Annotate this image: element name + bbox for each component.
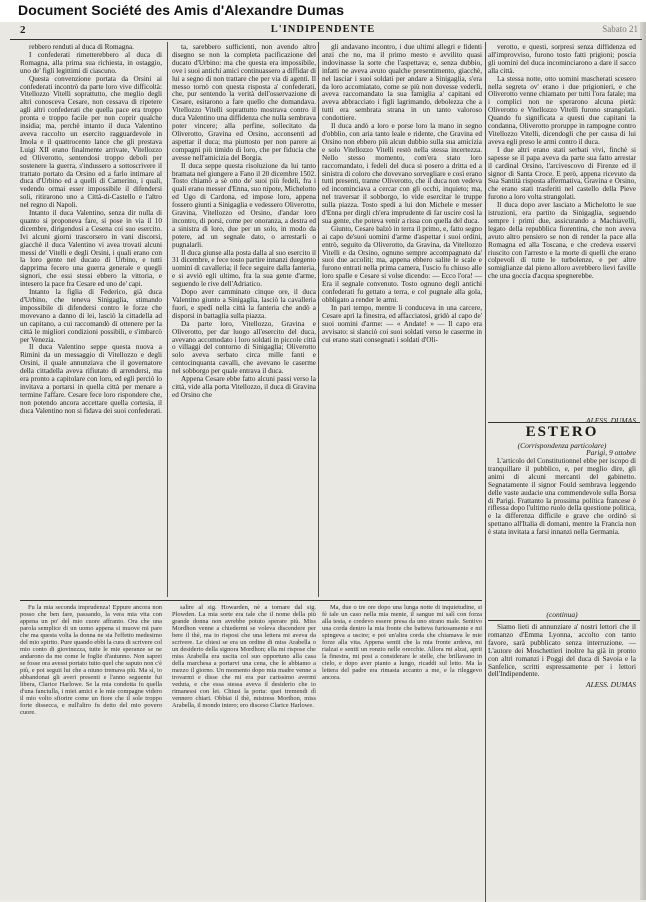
feuilleton-rule: [20, 600, 482, 601]
paragraph: Dopo aver camminato cinque ore, il duca Valentino giunto a Sinigaglia, lasciò la cavalleria fuori, e spedì nella città la fanteria che andò a disporsi in battaglia sulla piazza.: [172, 288, 316, 320]
paragraph: Ma, due o tre ore dopo una lunga notte di inquietudine, si fè tale un caso nella mia mente, il sangue mi salì con forza alla testa, e credevo essere presa da uno strano male. Sentivo una corda dentro la mia fronte che batteva furiosamente e mi spingeva a uscire; e poi un'altra corda che chiamava le mie forze alla vita. Appena sentii che la mia fronte ardeva, mi rialzai e sentii un ronzio nelle orecchie. Allora mi alzai, aprii la finestra, mi posi a considerare le stelle, che brillavano in cielo, e dopo aver pianto a lungo, ricaddi sul letto. Ma la lettera del padre era rimasta accanto a me, e la rileggevo ancora.: [322, 604, 482, 681]
author-signature: ALESS. DUMAS: [586, 416, 636, 425]
page-edge: [640, 22, 646, 900]
paragraph: verotto, e questi, sorpresi senza diffidenza ed all'improvviso, furono tosto fatti prigioni; poscia gli uomini del duca incominciarono a dare il sacco alla città.: [488, 44, 636, 75]
paragraph: Il duca Valentino seppe questa nuova a Rimini da un messaggio di Vitellozzo e degli Orsini, il quale annunziava che il governatore della cittadella aveva rifiutato di arrendersi, ma era pronto a capitolare con loro, ed egli perciò lo invitava a portarsi in quella città per menare a termine l'affare. Cesare fece loro rispondere che, non potendo ancora accettare quella cortesia, il duca Valentino non si fidava dei suoi confederati.: [20, 343, 162, 415]
paragraph: Giunto, Cesare balzò in terra il primo, e, fatto segno ai capo de'suoi uomini d'arme d'aspettar i suoi ordini, entrò, seguito da Oliverotto, da Gravina, da Vitellozzo Vitelli e da Orsino, ognuno sempre accompagnato da' suoi due accoliti; ma, appena ebbero salite le scale e furono entrati nella prima camera, l'uscio fu chiuso alle loro spalle e Cesare si volse dicendo: — Ecco l'ora! — Era il segnale convenuto. Tosto ognuno degli antichi confederati fu gettato a terra, e col pugnale alla gola, obbligato a render le armi.: [322, 224, 482, 304]
paragraph: Il duca seppe questa risoluzione da lui tanto bramata nel giungere a Fano il 20 dicembre 1502. Tosto chiamò a sè otto de' suoi più fedeli, fra i quali erano messer d'Enna, suo nipote, Michelotto ed Ugo di Cardona, ed impose loro, appena fossero giunti a Sinigaglia e vedessero Oliverotto, Gravina, Vitellozzo ed Orsino, d'andar loro incontro, di porsi, come per onoranza, a destra ed a sinistra di loro, due per un solo, in modo da potere, ad un segnale dato, o arrestarli o pugnalarli.: [172, 161, 316, 249]
article-column-2: [172, 44, 316, 597]
column-divider: [485, 42, 486, 902]
notice-block: [488, 624, 636, 864]
feuilleton-column-1: [20, 604, 162, 898]
paragraph: rebbero renduti al duca di Romagna.: [29, 44, 134, 51]
paragraph: In pari tempo, mentre li conduceva in una carcere, Cesare aprì la finestra, ed affacciatosi, gridò al capo de' suoi uomini d'arme: — « Andate! » — Il capo era avvisato: si slanciò coi suoi soldati verso le caserme in cui erano stati consegnati i soldati d'Oli-: [322, 303, 482, 344]
document-banner: [0, 0, 646, 23]
paragraph: ta, sarebbero sufficienti, non avendo altro disegno se non la completa pacificazione del ducato d'Urbino: ma che questa era impossibile, ove i suoi antichi amici continuassero a diffidar di lui a segno di non trattare che per via di agenti. Il messo tornò con questa risposta a' confederati, che, pur sentendo la verità dell'osservazione di Cesare, esitarono a fare quello che domandava. Vitellozzo Vitelli soprattutto mostrava contro il duca Valentino una diffidenza che nulla sembrava poter vincere; alla perfine, sollecitato da Oliverotto, Gravina ed Orsino, acconsentì ad aspettar il duca; ma piuttosto per non parere ai compagni più timido di loro, che per fiducia che avesse nell'amicizia del Borgia.: [172, 44, 316, 162]
paragraph: Da parte loro, Vitellozzo, Gravina e Oliverotto, per dar luogo all'esercito del duca, avevano accomodato i loro soldati in piccole città o villaggi del contorno di Sinigaglia; Oliverotto solo aveva serbato circa mille fanti e centocinquanta cavalli, che avevano le caserme nel sobborgo per quale entrava il duca.: [172, 319, 316, 376]
feuilleton-column-2: [172, 604, 316, 898]
article-column-3: [322, 44, 482, 597]
notice-signature: ALESS. DUMAS: [586, 680, 636, 690]
newspaper-title: L'INDIPENDENTE: [270, 24, 376, 35]
paragraph: Questa convenzione portata da Orsini ai confederati incontrò da parte loro vive difficoltà: Vitellozzo Vitelli soprattutto, che meglio degli altri conosceva Cesare, non cessava di ripetere agli altri confederati che quella pace era troppo pronta e troppo facile per non coprir qualche insidia; ma, perchè intanto il duca Valentino aveva raccolto un esercito ragguardevole in Imola e il quattrocento lance che gli prestava Luigi XII erano finalmente arrivate, Vitellozzo ed Oliverotto, sentendosi troppo deboli per sostenere la guerra, s'indussero a sottoscrivere il trattato portato da Orsino ed a farlo intimare al duca d'Urbino ed a quelli di Camerino, i quali, vedendo ormai esser impossibile il difendersi soli, ritirarono uno a Città-di-Castello e l'altro nel regno di Napoli.: [20, 74, 162, 210]
column-divider: [318, 42, 319, 597]
paragraph: La stessa notte, otto uomini mascherati scesero nella segreta ov' erano i due prigionieri, e che Oliverotto venne chiamato per tutti l'ora fatale; ma i complici non ne sperarono alcuna pietà: Oliverotto e Vitellozzo Vitelli furono strangolati. Quando fu significata a questi due capitani la condanna, Oliverotto proruppe in rampogne contro Vitellozzo Vitelli, dicendogli che per causa di lui aveva egli preso le armi contro il duca.: [488, 74, 636, 146]
paragraph: L'articolo del Constitutionnel ebbe per iscopo di tranquillare il pubblico, e, per meglio dire, gli animi di alcuni mercanti del gabinetto. Segnatamente il signor Fould sembrava leggendo delle vaste audacie una commendevole sulla Borsa di Parigi. Frattanto la prossima politica francese è riflessa dopo l'ultimo ruolo della questione politica, e la differenza difficile e grave che ordinò si spettano all'Italia di domani, mentre la Francia non è stata invitata a farsi innanzi nella Germania.: [488, 458, 636, 537]
paragraph: Fu la mia seconda imprudenza! Eppure ancora non posso che ben fare, passando, la vera mia vita con appena un po' del mio cuore affranto. Ora che una parola semplice di un uomo appena si muove mi pare che ma questa volta la donna ne sia l'effetto medesimo del mio spirito. Pure quando ebbi la cura di scrivere col mio conto di giovinezza, tutte le mie speranze se ne andarono da me come le foglie d'autunno. Non saprei se fosse ora avessi portato tutto quel che saputo non c'è più, e poi seguii lui che a niuno tremava più. Ma sì, io abbandonai gli averi presenti e l'anno seguente fui libera, Clarice Harlowe. Se la mia condotta fu quella d'una fanciulla, i miei amici e le mie compagne videro il mio volto sfiorire come un fiore che il sole troppo forte dissecca, e null'altro fu detto del mio povero cuore.: [20, 604, 162, 716]
banner-title: Document Société des Amis d'Alexandre Dumas: [18, 2, 345, 18]
column-divider: [167, 42, 168, 597]
paragraph: Siamo lieti di annunziare a' nostri lettori che il romanzo d'Emma Lyonna, accolto con tanto favore, sarà pubblicato senza interruzione. — L'autore dei Moschettieri inoltre ha già in pronto con altri romanzi i Poggi del duca di Savoia e la Sanfelice, scritti espressamente per i lettori dell'Indipendente.: [488, 624, 636, 679]
paragraph: salire al sig. Howarden, nè a tornare dal sig. Plowden. La mia sorte era tale che il nome della più grande donna non avrebbe potuto sperare più. Miss Mordhon venne a chiedermi se voleva discendere per bere il thè, ma io risposi che una lettera mi aveva da scrivere. Le chiesi se era un ordine di miss Arabella o un desiderio della signora Mordhon; ella mi rispose che miss Arabella era uscita col suo opportuno alla casa della marchesa a portarvi una cena, che le abbiamo a mezzo il giorno. Un momento dopo mia madre venne a trovarmi e disse che mi era pur carissimo avermi veduta, e che essa stessa aveva il desiderio che io rimanessi con lei. Chiusi la porta: quei tremendi dì vennero chiari. Obbiai il thè, mistress Morthon, miss Arabella, il mondo intero; ero disceso Clarice Harlowe.: [172, 604, 316, 709]
paragraph: Il duca giunse alla posta dalla al suo esercito il 31 dicembre, e fece tosto partire innanzi duegento uomini di cavalleria; il fece seguire dalla fanteria, e si avviò egli ultimo, fra la sua gente d'arme, seguendo le rive dell'Adriatico.: [172, 248, 316, 289]
paragraph: I confederati rimetterebbero al duca di Romagna, alla prima sua richiesta, in ostaggio, uno de' figli legittimi di ciascuno.: [20, 50, 162, 75]
section-rule: [488, 422, 640, 423]
estero-article: [488, 458, 636, 608]
article-column-4: [488, 44, 636, 414]
page-header: [0, 24, 646, 40]
issue-fragment: Sabato 21: [602, 24, 638, 34]
article-column-1: [20, 44, 162, 597]
paragraph: Intanto la figlia di Federico, già duca d'Urbino, che teneva Sinigaglia, stimando impossibile di difendersi contro le forze che movevano a danno di lei, lasciò la cittadella ad un capitano, a cui raccomandò di ottenere per la città le migliori condizioni possibili, e s'imbarcò per Venezia.: [20, 288, 162, 344]
section-subtitle: (Corrispondenza particolare): [517, 441, 607, 450]
paragraph: Intanto il duca Valentino, senza dir nulla di quanto si proponeva fare, si pose in via il 10 dicembre, dirigendosi a Cesena coi suo esercito. Ivi alcuni giorni trascorsero in vani discorsi, giacchè il duca Valentino vi avea trovati alcuni messi de' Vitelli e degli Orsini, i quali erano con la loro gente nel ducato di Urbino, e tutti dapprima fecero una guerra generale e quegli signori, che essi stessi ebbero la vittoria, e intesero la pace fra Cesare ed uno de' capi.: [20, 209, 162, 289]
header-rule: [10, 39, 642, 40]
paragraph: Il duca andò a loro e porse loro la mano in segno d'obblio, con aria tanto leale e ridente, che Gravina ed Orsino non ebbero più alcun dubbio sulla sua amicizia e solo Vitellozzo Vitelli restò nella stessa incertezza. Nello stesso momento, com'era stato loro raccomandato, i fedeli del duca si posero a dritta ed a sinistra di coloro che dovevano sorvegliare e così erano tutti presenti, tranne Oliverotto, che il duca non vedeva ed incominciava a cercar con gli occhi, inquieto; ma, nel traversar il sobborgo, lo vide esercitar le truppe sulla piazza. Tosto spedì a lui don Michele e messer d'Enna per dirgli ch'era imprudente di far uscire così la sua gente, che poteva venir a rissa con quella del duca.: [322, 122, 482, 225]
feuilleton-column-3: [322, 604, 482, 898]
paragraph: Appena Cesare ebbe fatto alcuni passi verso la città, vide alla porta Vitellozzo, il duca di Gravina ed Orsino che: [172, 375, 316, 399]
continua-label: (continua): [546, 610, 578, 619]
section-rule: [488, 620, 640, 621]
paragraph: gli andavano incontro, i due ultimi allegri e fidenti anzi che no, ma il primo mesto e avvilito quasi indovinasse la sorte che l'aspettava; e, senza dubbio, infatti ne aveva avuto qualche presentimento, giacchè, nel lasciar i suoi soldati per andare a Sinigaglia, s'era da loro accomiatato, come se più non dovesse vederli, aveva raccomandato la sua famiglia a' capitani ed aveva abbracciato i figli lagrimando, debolezza che a tutti era sembrata strana in un tanto valoroso condottiere.: [322, 44, 482, 123]
page-number: 2: [20, 24, 26, 36]
estero-heading: [488, 424, 636, 450]
dateline: Parigi, 9 ottobre: [586, 448, 636, 457]
paragraph: Il duca dopo aver lasciato a Michelotto le sue istruzioni, era partito da Sinigaglia, seguendo sempre i primi due, assicurando a Machiavelli, legato della repubblica fiorentina, che non aveva avuto altro pensiero se non di render la pace alla Romagna ed alla Toscana, e che credeva esservi riuscito con l'arresto e la morte di quelli che erano colpevoli di tutte le turbolenze, e per altre somiglianze dal pieno alloro avrebbero lievi faville che una goccia d'acqua spegnerebbe.: [488, 201, 636, 281]
section-title: ESTERO: [525, 424, 599, 440]
paragraph: I due altri erano stati serbati vivi, finchè si sapesse se il papa aveva da parte sua fatto arrestar il cardinal Orsino, l'arcivescovo di Firenze ed il signor di Santa Croce. E però, appena ricevuto da Sua Santità risposta affermativa, Gravina e Orsino, che erano stati trasferiti nel castello della Pieve furono a loro volta strangolati.: [488, 145, 636, 202]
